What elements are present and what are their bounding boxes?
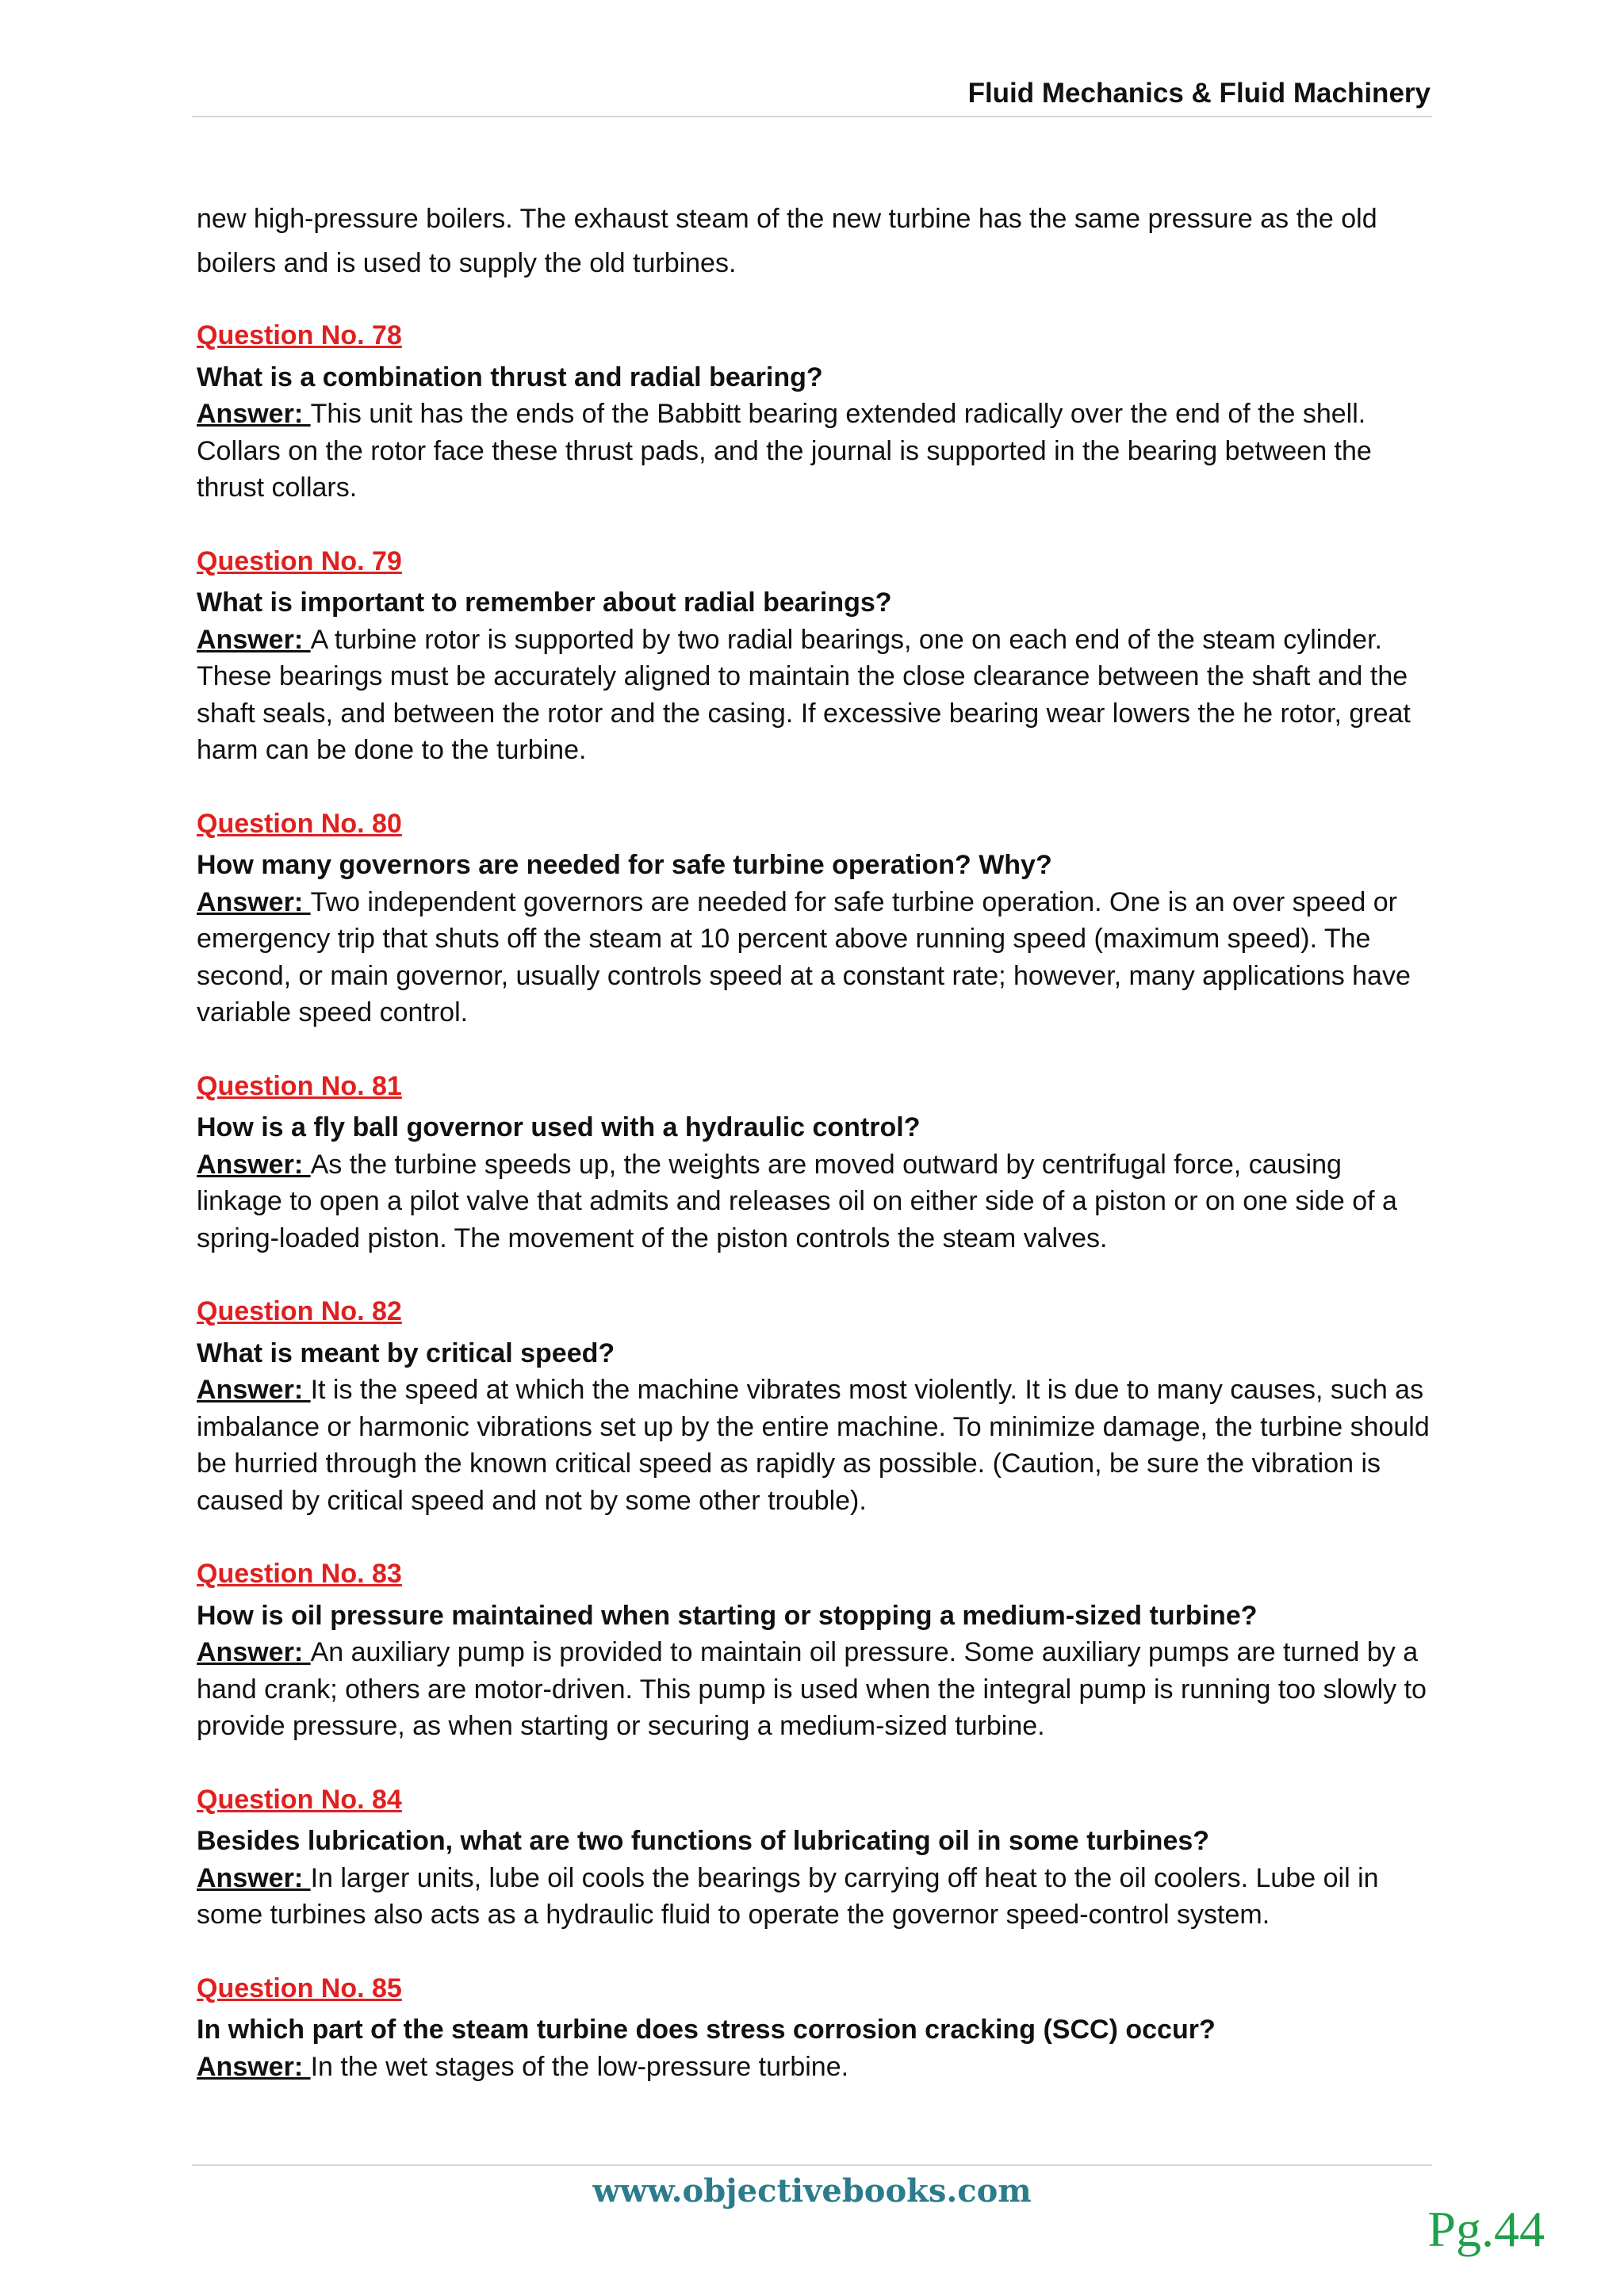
qa-block-79 [197,543,1434,769]
page-number: Pg.44 [1427,2201,1545,2257]
header-divider [192,116,1432,117]
answer-text: As the turbine speeds up, the weights are moved outward by centrifugal force, causing linkage to open a pilot valve that admits and releases oil on either side of a piston or on one side of a spring-loaded piston. The movement of the piston controls the steam valves. [197,1149,1397,1253]
question-number: Question No. 78 [197,320,402,350]
qa-block-83 [197,1556,1434,1745]
question-number: Question No. 85 [197,1973,402,2003]
question-text: How many governors are needed for safe turbine operation? Why? [197,850,1052,880]
answer-label: Answer: [197,1862,311,1893]
question-number: Question No. 81 [197,1070,402,1101]
answer-label: Answer: [197,2051,311,2082]
answer-label: Answer: [197,1149,311,1180]
question-text: What is a combination thrust and radial bearing? [197,362,823,392]
question-number: Question No. 82 [197,1296,402,1326]
qa-block-85 [197,1970,1434,2086]
qa-block-81 [197,1068,1434,1257]
answer-text: An auxiliary pump is provided to maintain oil pressure. Some auxiliary pumps are turned by a hand crank; others are motor-driven. This pump is used when the integral pump is running too slowly to provide pressure, as when starting or securing a medium-sized turbine. [197,1637,1427,1741]
question-number: Question No. 79 [197,545,402,576]
answer-text: This unit has the ends of the Babbitt bearing extended radically over the end of the shell. Collars on the rotor face these thrust pads, and the journal is supported in the bearing between the thrust collars. [197,399,1372,503]
qa-block-80 [197,806,1434,1031]
question-text: What is meant by critical speed? [197,1337,615,1368]
answer-text: A turbine rotor is supported by two radial bearings, one on each end of the steam cylinder. These bearings must be accurately aligned to maintain the close clearance between the shaft and the shaft seals, and between the rotor and the casing. If excessive bearing wear lowers the he rotor, great harm can be done to the turbine. [197,624,1411,765]
answer-label: Answer: [197,886,311,917]
qa-block-84 [197,1781,1434,1934]
question-text: How is oil pressure maintained when starting or stopping a medium-sized turbine? [197,1600,1258,1631]
question-number: Question No. 84 [197,1784,402,1815]
qa-block-82 [197,1293,1434,1519]
answer-label: Answer: [197,399,311,429]
question-text: What is important to remember about radial bearings? [197,587,892,618]
question-text: In which part of the steam turbine does stress corrosion cracking (SCC) occur? [197,2015,1216,2045]
answer-text: It is the speed at which the machine vibrates most violently. It is due to many causes, such as imbalance or harmonic vibrations set up by the entire machine. To minimize damage, the turbine should be hurried through the known critical speed as rapidly as possible. (Caution, be sure the vibration is caused by critical speed and not by some other trouble). [197,1375,1430,1516]
question-number: Question No. 83 [197,1559,402,1589]
question-text: How is a fly ball governor used with a hydraulic control? [197,1112,921,1142]
answer-text: In larger units, lube oil cools the bearings by carrying off heat to the oil coolers. Lube oil in some turbines also acts as a hydraulic fluid to operate the governor speed-control system. [197,1862,1379,1930]
answer-label: Answer: [197,1375,311,1405]
question-text: Besides lubrication, what are two functions of lubricating oil in some turbines? [197,1826,1210,1856]
footer-divider [192,2164,1432,2166]
answer-text: Two independent governors are needed for safe turbine operation. One is an over speed or emergency trip that shuts off the steam at 10 percent above running speed (maximum speed). The second, or main governor, usually controls speed at a constant rate; however, many applications have variable speed control. [197,886,1411,1027]
qa-block-78 [197,317,1434,507]
answer-label: Answer: [197,624,311,655]
intro-paragraph: new high-pressure boilers. The exhaust steam of the new turbine has the same pressure as the old boilers and is used to supply the old turbines. [197,204,1377,278]
answer-text: In the wet stages of the low-pressure turbine. [310,2051,849,2082]
footer-website-link[interactable]: www.objectivebooks.com [592,2172,1032,2210]
page-body [197,197,1434,2122]
question-number: Question No. 80 [197,808,402,839]
running-header-title: Fluid Mechanics & Fluid Machinery [967,78,1431,109]
answer-label: Answer: [197,1637,311,1667]
